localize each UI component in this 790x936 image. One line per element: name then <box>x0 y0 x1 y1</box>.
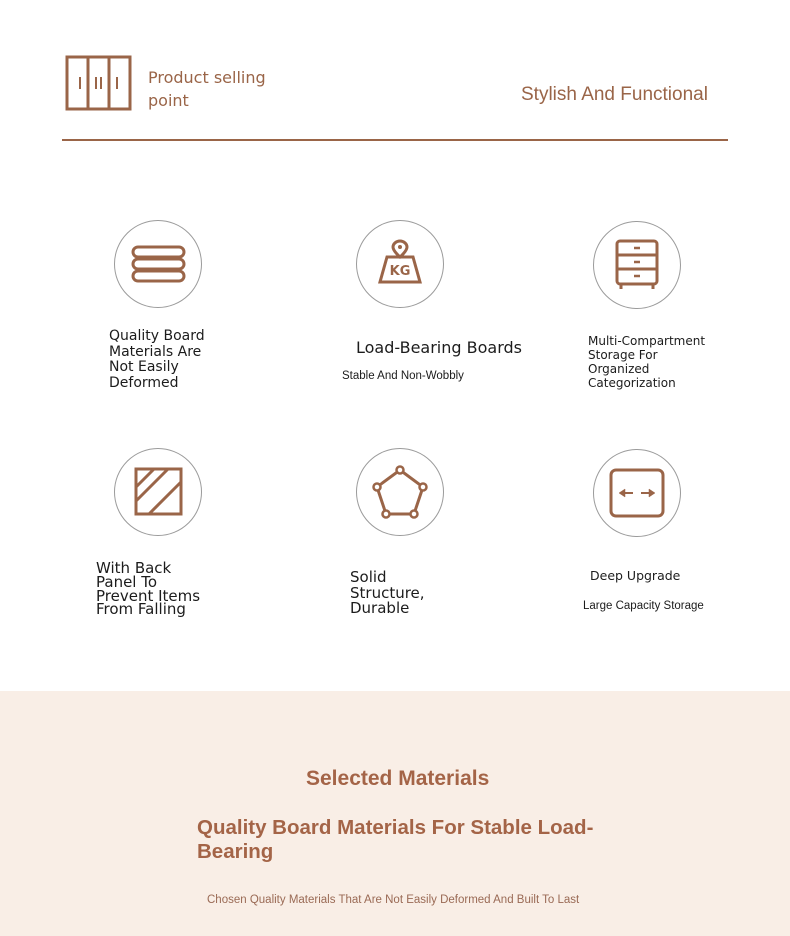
page-title: Product selling point <box>148 68 266 110</box>
materials-heading: Quality Board Materials For Stable Load-Bearing <box>197 816 594 863</box>
svg-text:KG: KG <box>389 264 411 279</box>
stacked-boards-icon <box>114 220 202 308</box>
feature-title-compartments: Multi-Compartment Storage For Organized Categorization <box>588 334 706 390</box>
expand-width-icon <box>593 449 681 537</box>
feature-title-back-panel: With Back Panel To Prevent Items From Falling <box>96 559 201 619</box>
feature-title-solid-structure: Solid Structure, Durable <box>350 568 425 617</box>
materials-label: Selected Materials <box>306 767 490 790</box>
page-tagline: Stylish And Functional <box>521 84 708 105</box>
header-divider <box>62 139 728 141</box>
wardrobe-logo-icon <box>65 55 132 111</box>
feature-subtitle-capacity: Large Capacity Storage <box>583 600 704 612</box>
feature-title-deep-upgrade: Deep Upgrade <box>590 568 681 583</box>
back-panel-icon <box>114 448 202 536</box>
materials-section <box>0 691 790 936</box>
pentagon-structure-icon <box>356 448 444 536</box>
feature-title-board-quality: Quality Board Materials Are Not Easily Deformed <box>109 328 205 391</box>
drawer-cabinet-icon <box>593 221 681 309</box>
feature-title-load-bearing: Load-Bearing Boards <box>356 338 522 357</box>
feature-subtitle-load-bearing: Stable And Non-Wobbly <box>342 370 464 382</box>
materials-description: Chosen Quality Materials That Are Not Easily Deformed And Built To Last <box>207 894 580 906</box>
kg-weight-icon <box>356 220 444 308</box>
